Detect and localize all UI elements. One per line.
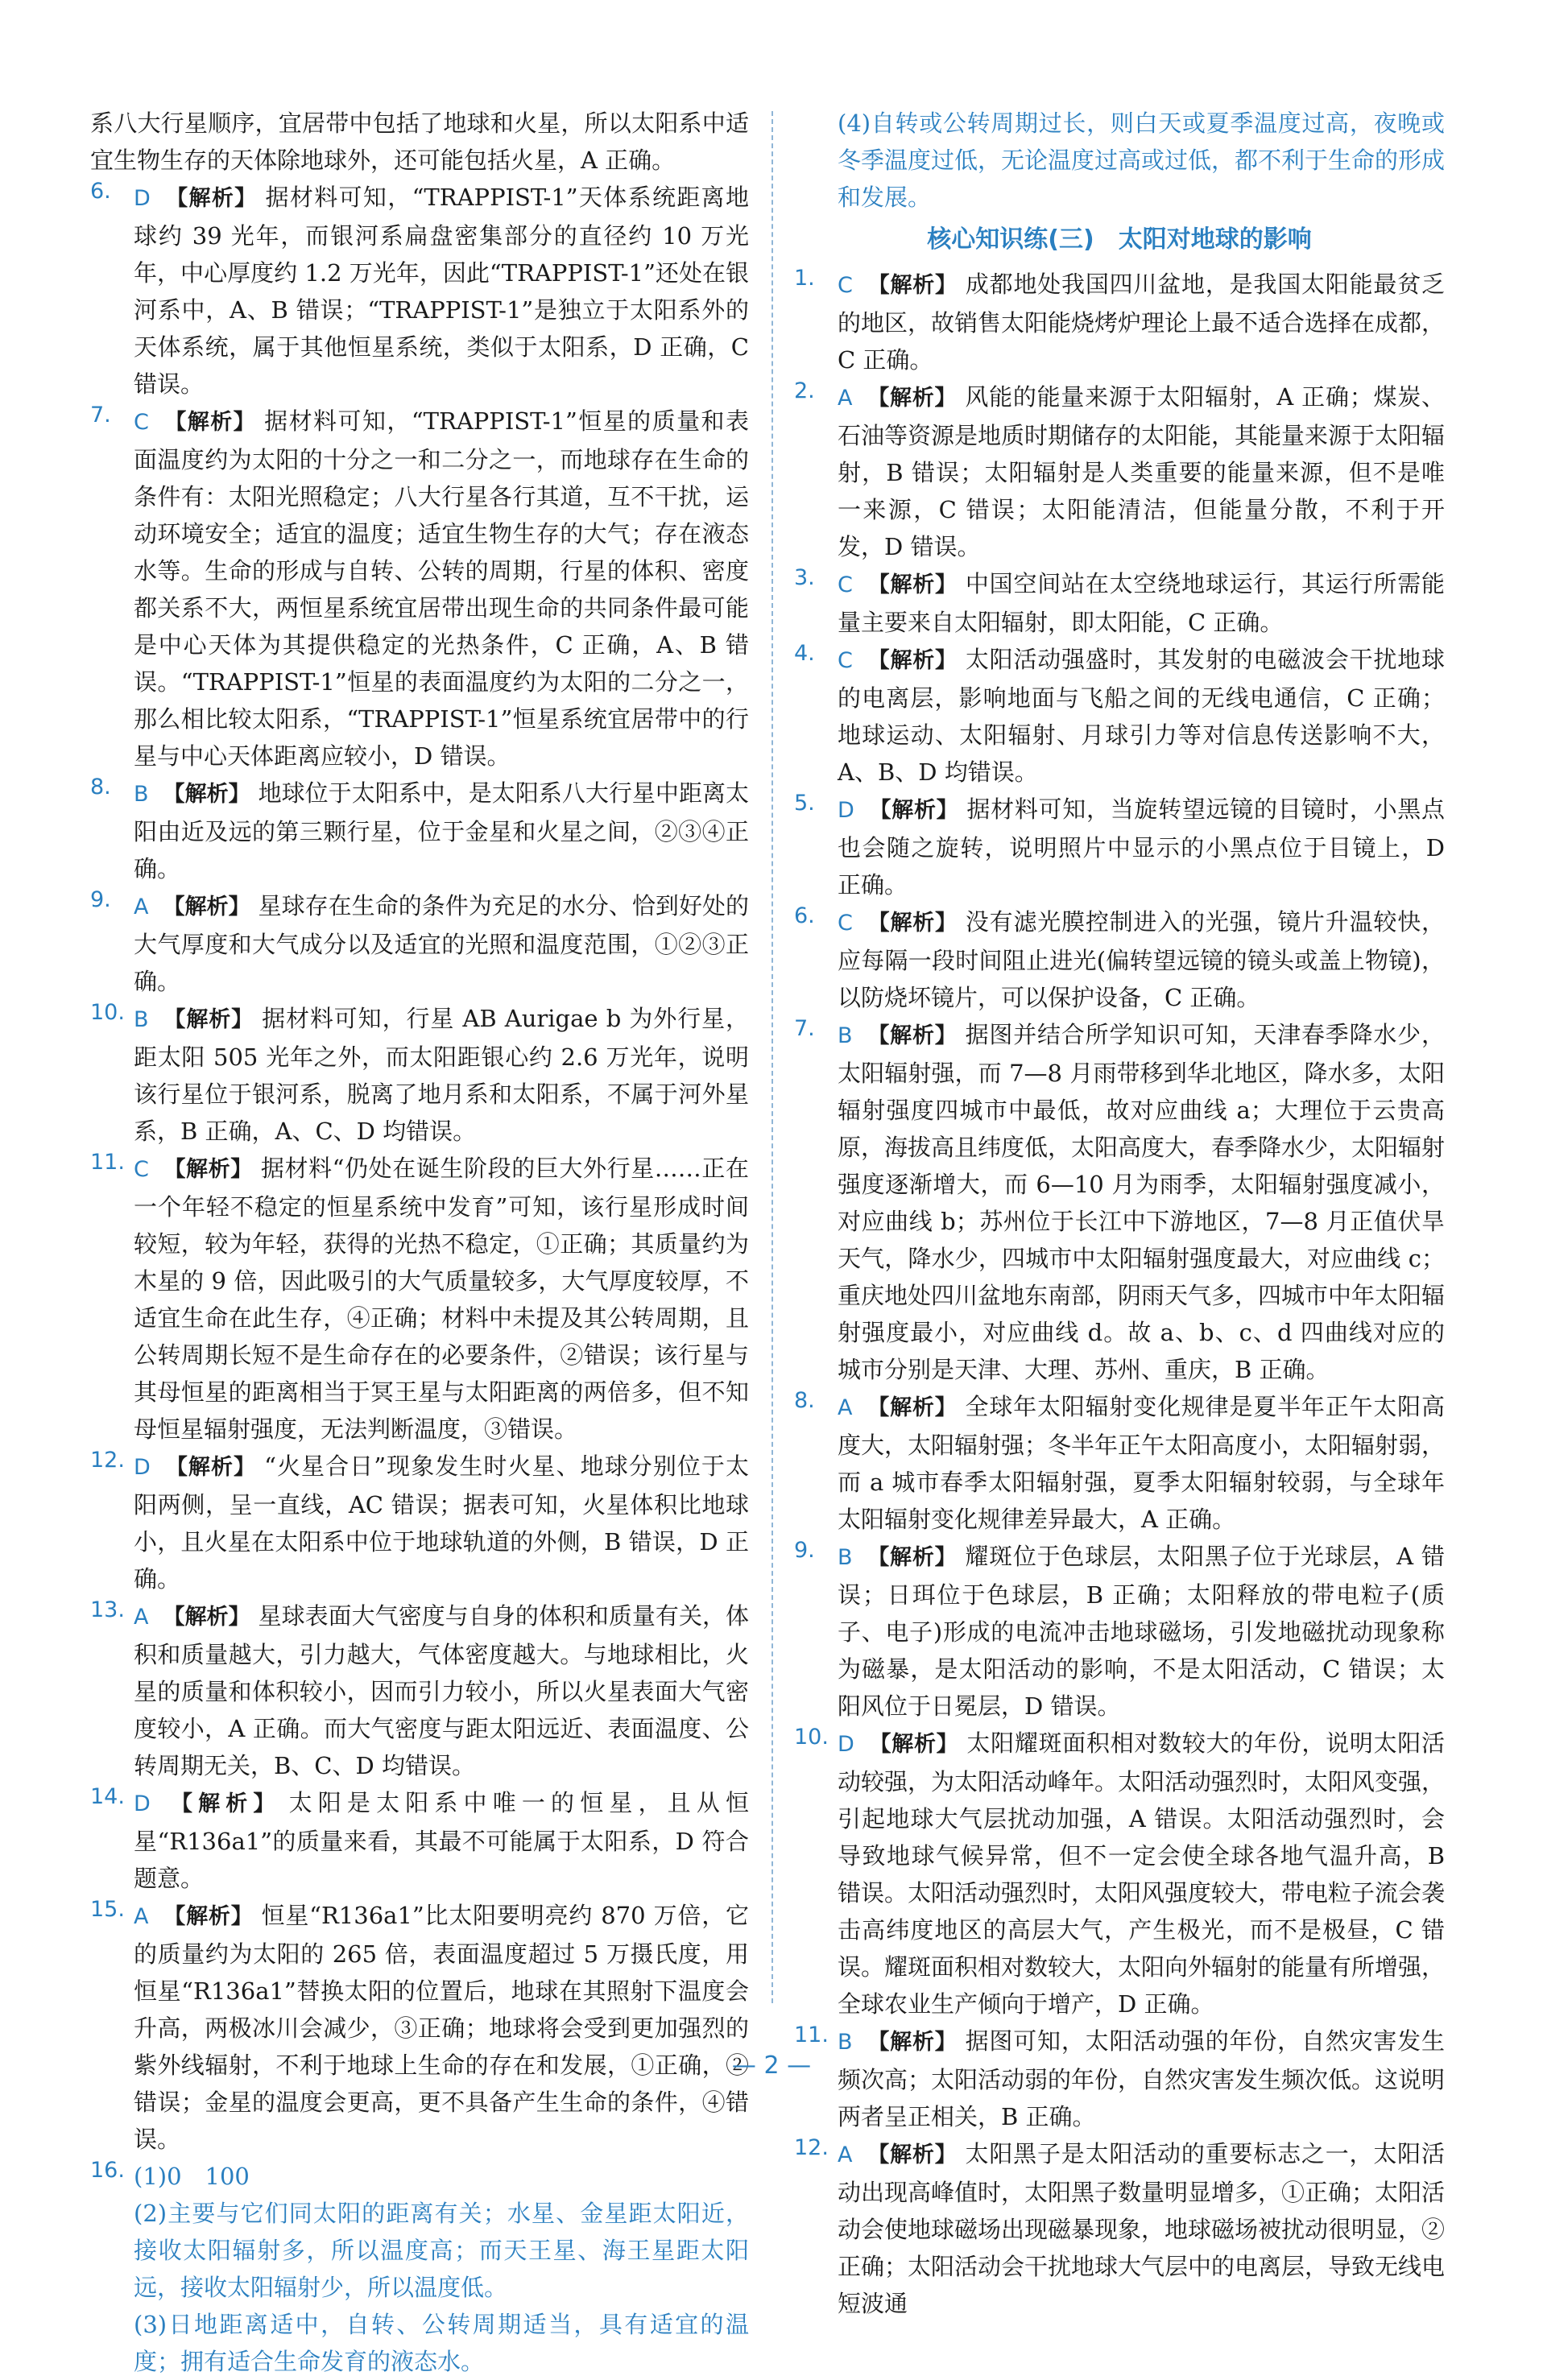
item-number: 10. <box>90 1000 125 1025</box>
analysis-tag: 【解析】 <box>868 1732 959 1757</box>
analysis-tag: 【解析】 <box>163 1007 254 1032</box>
analysis-text: 太阳耀斑面积相对数较大的年份，说明太阳活动较强，为太阳活动峰年。太阳活动强烈时，太阳风变强，引起地球大气层扰动加强，A 错误。太阳活动强烈时，会导致地球气候异常，但不一定会使全球各地气温升高，B 错误。太阳活动强烈时，太阳风强度较大，带电粒子流会袭击高纬度地区的高层大气，产生极光，而不是极昼，C 错误。耀斑面积相对数较大，太阳向外辐射的能量有所增强，全球农业生产倾向于增产，D 正确。 <box>838 1729 1446 2018</box>
answer-item-r7 <box>794 1016 1445 1388</box>
analysis-text: 据材料可知，“TRAPPIST-1”恒星的质量和表面温度约为太阳的十分之一和二分之一，而地球存在生命的条件有：太阳光照稳定；八大行星各行其道，互不干扰，运动环境安全；适宜的温度；适宜生物生存的大气；存在液态水等。生命的形成与自转、公转的周期，行星的体积、密度都关系不大，两恒星系统宜居带出现生命的共同条件最可能是中心天体为其提供稳定的光热条件，C 正确，A、B 错误。“TRAPPIST-1”恒星的表面温度约为太阳的二分之一，那么相比较太阳系，“TRAPPIST-1”恒星系统宜居带中的行星与中心天体距离应较小，D 错误。 <box>134 407 749 770</box>
left-column <box>90 105 749 2380</box>
item-number: 15. <box>90 1897 125 1922</box>
answer-letter: D <box>134 186 151 211</box>
analysis-tag: 【解析】 <box>867 2142 958 2167</box>
analysis-text: 风能的能量来源于太阳辐射，A 正确；煤炭、石油等资源是地质时期储存的太阳能，其能量来源于太阳辐射，B 错误；太阳辐射是人类重要的能量来源，但不是唯一来源，C 错误；太阳能清洁，但能量分散，不利于开发，D 错误。 <box>838 383 1446 560</box>
answer-letter: D <box>838 1732 854 1757</box>
continued-paragraph: 系八大行星顺序，宜居带中包括了地球和火星，所以太阳系中适宜生物生存的天体除地球外，还可能包括火星，A 正确。 <box>90 109 749 174</box>
answer-item-15 <box>90 1897 749 2158</box>
item-number: 6. <box>90 179 111 204</box>
answer-letter: D <box>134 1791 151 1816</box>
analysis-tag: 【解析】 <box>164 186 258 211</box>
answer-item-r3 <box>794 565 1445 641</box>
analysis-tag: 【解析】 <box>867 1395 958 1420</box>
answer-item-10 <box>90 1000 749 1150</box>
analysis-text: 据材料可知，“TRAPPIST-1”天体系统距离地球约 39 光年，而银河系扁盘密集部分的直径约 10 万光年，中心厚度约 1.2 万光年，因此“TRAPPIST-1”还处在银河系中，A、B 错误；“TRAPPIST-1”是独立于太阳系外的天体系统，属于其他恒星系统，类似于太阳系，D 正确，C 错误。 <box>134 184 749 398</box>
item-number: 7. <box>90 403 111 428</box>
analysis-text: 没有滤光膜控制进入的光强，镜片升温较快，应每隔一段时间阻止进光(偏转望远镜的镜头或盖上物镜)，以防烧坏镜片，可以保护设备，C 正确。 <box>838 908 1445 1011</box>
continued-answer: (4)自转或公转周期过长，则白天或夏季温度过高，夜晚或冬季温度过低，无论温度过高或过低，都不利于生命的形成和发展。 <box>838 109 1446 211</box>
item-number: 7. <box>794 1016 815 1041</box>
item-number: 8. <box>90 775 111 800</box>
answer-item-14 <box>90 1784 749 1897</box>
answer-letter: A <box>838 1395 853 1420</box>
answer-letter: C <box>838 572 853 597</box>
answer-letter: D <box>838 798 854 823</box>
analysis-tag: 【解析】 <box>867 648 958 673</box>
answer-letter: A <box>134 1904 149 1929</box>
answer-item-r5 <box>794 791 1445 903</box>
analysis-tag: 【解析】 <box>164 1455 257 1480</box>
answer-item-7 <box>90 403 749 775</box>
analysis-text: 星球存在生命的条件为充足的水分、恰到好处的大气厚度和大气成分以及适宜的光照和温度范围，①②③正确。 <box>134 892 749 995</box>
right-column <box>794 105 1445 2322</box>
analysis-tag: 【解析】 <box>867 386 958 411</box>
analysis-tag: 【解析】 <box>867 1023 958 1048</box>
analysis-tag: 【解析】 <box>163 1157 253 1182</box>
answer-letter: C <box>838 273 853 298</box>
answer-item-r10 <box>794 1725 1445 2023</box>
analysis-text: 据材料可知，当旋转望远镜的目镜时，小黑点也会随之旋转，说明照片中显示的小黑点位于目镜上，D 正确。 <box>838 795 1445 899</box>
item-number: 1. <box>794 266 815 291</box>
analysis-tag: 【解析】 <box>867 2030 958 2055</box>
item-number: 3. <box>794 565 815 590</box>
left-items <box>90 179 749 2158</box>
analysis-text: 据材料“仍处在诞生阶段的巨大外行星……正在一个年轻不稳定的恒星系统中发育”可知，该行星形成时间较短，较为年轻，获得的光热不稳定，①正确；其质量约为木星的 9 倍，因此吸引的大气质量较多，大气厚度较厚，不适宜生命在此生存，④正确；材料中未提及其公转周期，且公转周期长短不是生命存在的必要条件，②错误；该行星与其母恒星的距离相当于冥王星与太阳距离的两倍多，但不知母恒星辐射强度，无法判断温度，③错误。 <box>134 1155 750 1443</box>
answer-letter: B <box>838 1545 853 1570</box>
column-divider <box>772 111 773 2003</box>
analysis-tag: 【解析】 <box>163 1904 254 1929</box>
answer-letter: B <box>134 782 149 807</box>
answer-item-r12 <box>794 2135 1445 2322</box>
analysis-text: 太阳活动强盛时，其发射的电磁波会干扰地球的电离层，影响地面与飞船之间的无线电通信，C 正确；地球运动、太阳辐射、月球引力等对信息传送影响不大，A、B、D 均错误。 <box>838 646 1445 786</box>
analysis-text: 据图可知，太阳活动强的年份，自然灾害发生频次高；太阳活动弱的年份，自然灾害发生频次低。这说明两者呈正相关，B 正确。 <box>838 2027 1446 2130</box>
analysis-tag: 【解析】 <box>868 798 959 823</box>
analysis-text: 太阳是太阳系中唯一的恒星，且从恒星“R136a1”的质量来看，其最不可能属于太阳系，D 符合题意。 <box>134 1789 749 1892</box>
item-number: 5. <box>794 791 815 816</box>
answer-item-r4 <box>794 641 1445 791</box>
analysis-tag: 【解析】 <box>163 782 250 807</box>
analysis-text: 全球年太阳辐射变化规律是夏半年正午太阳高度大，太阳辐射强；冬半年正午太阳高度小，太阳辐射弱，而 a 城市春季太阳辐射强，夏季太阳辐射较弱，与全球年太阳辐射变化规律差异最大，A 正确。 <box>838 1393 1446 1533</box>
answer-letter: A <box>134 1605 149 1630</box>
answer-item-8 <box>90 775 749 887</box>
item-number: 12. <box>794 2135 829 2160</box>
answer-letter: A <box>134 895 149 919</box>
analysis-tag: 【解析】 <box>867 273 958 298</box>
analysis-text: 星球表面大气密度与自身的体积和质量有关，体积和质量越大，引力越大，气体密度越大。与地球相比，火星的质量和体积较小，因而引力较小，所以火星表面大气密度较小，A 正确。而大气密度与距太阳远近、表面温度、公转周期无关，B、C、D 均错误。 <box>134 1602 749 1779</box>
item-number: 16. <box>90 2158 125 2183</box>
analysis-text: 太阳黑子是太阳活动的重要标志之一，太阳活动出现高峰值时，太阳黑子数量明显增多，①正确；太阳活动会使地球磁场出现磁暴现象，地球磁场被扰动很明显，②正确；太阳活动会干扰地球大气层中的电离层，导致无线电短波通 <box>838 2140 1446 2317</box>
page-number: — 2 — <box>731 2052 812 2080</box>
q16-part-3: (3)日地距离适中，自转、公转周期适当，具有适宜的温度；拥有适合生命发育的液态水。 <box>134 2311 749 2375</box>
answer-letter: C <box>838 648 853 673</box>
q16-part-1: (1)0 100 <box>134 2163 250 2190</box>
answer-letter: B <box>838 1023 853 1048</box>
item-number: 10. <box>794 1725 829 1750</box>
answer-item-r8 <box>794 1388 1445 1538</box>
section-title: 核心知识练(三) 太阳对地球的影响 <box>927 225 1312 254</box>
answer-letter: A <box>838 2142 853 2167</box>
answer-letter: A <box>838 386 853 411</box>
analysis-tag: 【解析】 <box>867 572 958 597</box>
analysis-text: 耀斑位于色球层，太阳黑子位于光球层，A 错误；日珥位于色球层，B 正确；太阳释放的带电粒子(质子、电子)形成的电流冲击地球磁场，引发地磁扰动现象称为磁暴，是太阳活动的影响，不是太阳活动，C 错误；太阳风位于日冕层，D 错误。 <box>838 1543 1445 1720</box>
answer-item-16 <box>90 2158 749 2380</box>
answer-item-11 <box>90 1150 749 1448</box>
answer-letter: B <box>838 2030 853 2055</box>
answer-item-r1 <box>794 266 1445 378</box>
analysis-text: “火星合日”现象发生时火星、地球分别位于太阳两侧，呈一直线，AC 错误；据表可知，火星体积比地球小，且火星在太阳系中位于地球轨道的外侧，B 错误，D 正确。 <box>134 1452 749 1593</box>
item-number: 9. <box>90 887 111 912</box>
analysis-text: 据材料可知，行星 AB Aurigae b 为外行星，距太阳 505 光年之外，而太阳距银心约 2.6 万光年，说明该行星位于银河系，脱离了地月系和太阳系，不属于河外星系，B 正确，A、C、D 均错误。 <box>134 1005 750 1145</box>
item-number: 14. <box>90 1784 125 1809</box>
answer-letter: D <box>134 1455 151 1480</box>
item-number: 2. <box>794 378 815 403</box>
analysis-tag: 【解析】 <box>867 1545 958 1570</box>
answer-item-r2 <box>794 378 1445 565</box>
answer-letter: C <box>838 911 853 936</box>
item-number: 13. <box>90 1597 125 1622</box>
answer-item-12 <box>90 1448 749 1597</box>
answer-item-r9 <box>794 1538 1445 1725</box>
answer-item-r6 <box>794 903 1445 1016</box>
analysis-text: 地球位于太阳系中，是太阳系八大行星中距离太阳由近及远的第三颗行星，位于金星和火星之间，②③④正确。 <box>134 779 749 882</box>
item-number: 6. <box>794 903 815 928</box>
analysis-text: 成都地处我国四川盆地，是我国太阳能最贫乏的地区，故销售太阳能烧烤炉理论上最不适合选择在成都，C 正确。 <box>838 271 1446 374</box>
item-number: 9. <box>794 1538 815 1563</box>
answer-item-6 <box>90 179 749 403</box>
answer-letter: C <box>134 1157 149 1182</box>
analysis-tag: 【解析】 <box>163 1605 250 1630</box>
answer-item-13 <box>90 1597 749 1784</box>
analysis-tag: 【解析】 <box>867 911 958 936</box>
analysis-text: 据图并结合所学知识可知，天津春季降水少，太阳辐射强，而 7—8 月雨带移到华北地区，降水多，太阳辐射强度四城市中最低，故对应曲线 a；大理位于云贵高原，海拔高且纬度低，太阳高度大，春季降水少，太阳辐射强度逐渐增大，而 6—10 月为雨季，太阳辐射强度减小，对应曲线 b；苏州位于长江中下游地区，7—8 月正值伏旱天气，降水少，四城市中太阳辐射强度最大，对应曲线 c；重庆地处四川盆地东南部，阴雨天气多，四城市中年太阳辐射强度最小，对应曲线 d。故 a、b、c、d 四曲线对应的城市分别是天津、大理、苏州、重庆，B 正确。 <box>838 1021 1446 1383</box>
q16-part-2: (2)主要与它们同太阳的距离有关；水星、金星距太阳近，接收太阳辐射多，所以温度高；而天王星、海王星距太阳远，接收太阳辐射少，所以温度低。 <box>134 2200 749 2301</box>
item-number: 4. <box>794 641 815 666</box>
analysis-tag: 【解析】 <box>163 895 250 919</box>
answer-item-9 <box>90 887 749 1000</box>
answer-letter: B <box>134 1007 149 1032</box>
analysis-tag: 【解析】 <box>164 1791 281 1816</box>
item-number: 8. <box>794 1388 815 1413</box>
analysis-text: 恒星“R136a1”比太阳要明亮约 870 万倍，它的质量约为太阳的 265 倍，表面温度超过 5 万摄氏度，用恒星“R136a1”替换太阳的位置后，地球在其照射下温度会升高，两极冰川会减少，③正确；地球将会受到更加强烈的紫外线辐射，不利于地球上生命的存在和发展，①正确，②错误；金星的温度会更高，更不具备产生生命的条件，④错误。 <box>134 1902 750 2153</box>
item-number: 11. <box>90 1150 125 1175</box>
item-number: 11. <box>794 2023 829 2047</box>
analysis-tag: 【解析】 <box>163 410 257 435</box>
answer-letter: C <box>134 410 149 435</box>
item-number: 12. <box>90 1448 125 1473</box>
analysis-text: 中国空间站在太空绕地球运行，其运行所需能量主要来自太阳辐射，即太阳能，C 正确。 <box>838 570 1445 636</box>
